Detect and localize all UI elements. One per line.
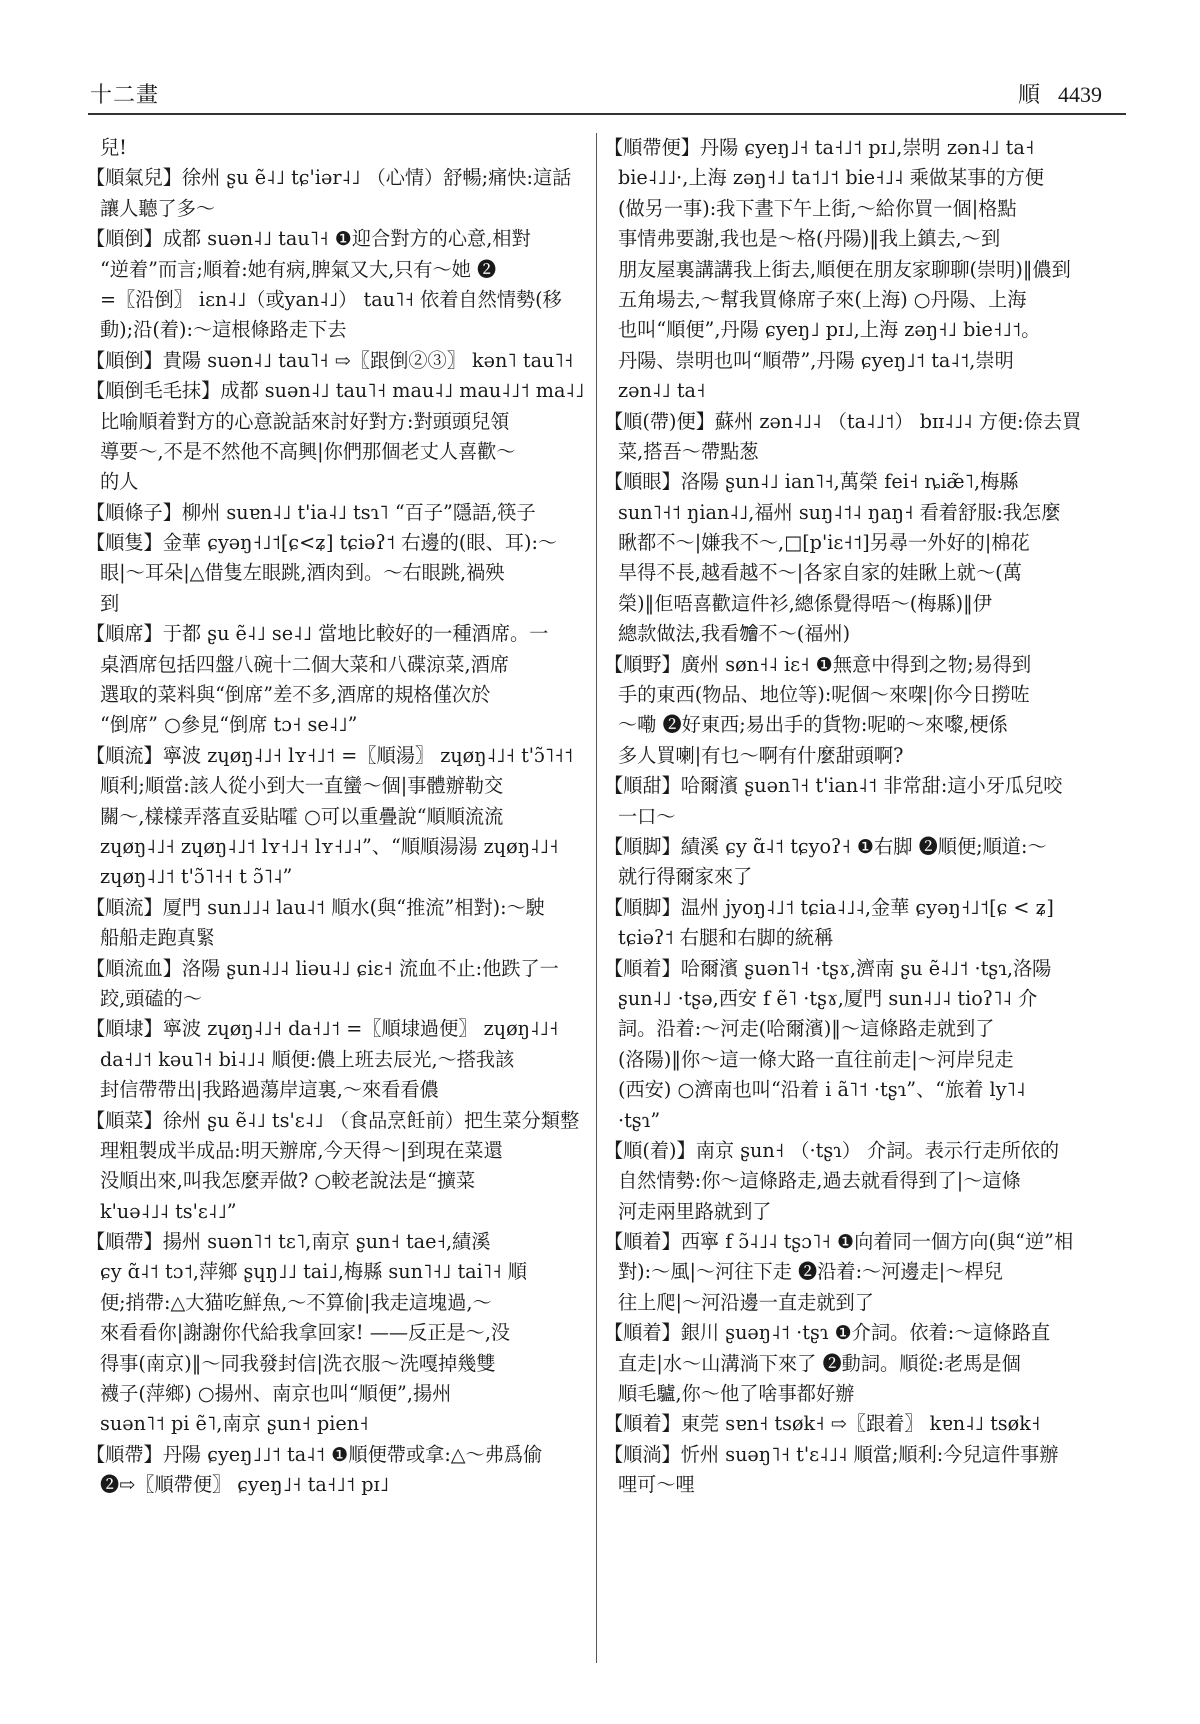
entry-line: zɥøŋ˨˩˧ zɥøŋ˨˩˦ lʏ˧˩˧ lʏ˧˩˨”、“順順湯湯 zɥøŋ˨˩˧ xyxy=(100,834,559,858)
entry-line: 往上爬|～河沿邊一直走就到了 xyxy=(618,1290,874,1314)
dictionary-entry xyxy=(604,1227,1120,1318)
entry-line: da˧˩˦ kəu˥˧ bi˨˩˨ 順便:儂上班去辰光,～搭我該 xyxy=(100,1047,515,1071)
entry-headline: 【順隻】金華 ɕyəŋ˧˩˦[ɕ<ʑ] tɕiəʔ˦ 右邊的(眼、耳):～ xyxy=(86,531,558,555)
entry-line: =〖沿倒〗 iɛn˨˩（或yan˨˩） tau˥˧ 依着自然情勢(移 xyxy=(100,287,562,311)
entry-line: 跤,頭磕的～ xyxy=(100,986,203,1010)
section-label: 十二畫 xyxy=(90,83,160,108)
entry-line: 總款做法,我看𣍐不～(福州) xyxy=(618,622,851,646)
entry-headline: 【順着】哈爾濱 ʂuən˥˧ ·tʂɤ,濟南 ʂu ẽ˨˩˦ ·tʂɿ,洛陽 xyxy=(604,956,1052,980)
entry-line: 襪子(萍鄉) ○揚州、南京也叫“順便”,揚州 xyxy=(100,1382,452,1406)
dictionary-entry xyxy=(604,1409,1120,1439)
entry-line: (洛陽)‖你～這一條大路一直往前走|～河岸兒走 xyxy=(618,1047,1014,1071)
entry-line: 就行得爾家來了 xyxy=(618,865,753,889)
entry-line: tɕiəʔ˦ 右腿和右脚的統稱 xyxy=(618,926,834,950)
entry-headline: 【順帶】丹陽 ɕyeŋ˩˩˦ ta˨˦ ❶順便帶或拿:△～弗爲偷 xyxy=(86,1442,543,1466)
column-divider xyxy=(596,133,597,1663)
dictionary-entry xyxy=(86,163,602,224)
dictionary-entry xyxy=(86,1106,602,1228)
entry-line: 選取的菜料與“倒席”差不多,酒席的規格僅次於 xyxy=(100,683,491,707)
entry-headline: 【順眼】洛陽 ʂun˨˩ ian˥˧,萬榮 fei˧ ȵiæ̃˥,梅縣 xyxy=(604,470,1019,494)
entry-headline: 【順(着)】南京 ʂun˧ （·tʂɿ） 介詞。表示行走所依的 xyxy=(604,1138,1060,1162)
dictionary-entry xyxy=(86,1227,602,1440)
entry-headline: 【順倒毛毛抹】成都 suən˨˩ tau˥˧ mau˨˩ mau˨˩˦ ma˨˩ xyxy=(86,379,585,403)
dictionary-entry xyxy=(86,528,602,619)
entry-headline: 【順野】廣州 søn˧˨ iɛ˧ ❶無意中得到之物;易得到 xyxy=(604,652,1032,676)
entry-headline: 【順着】銀川 ʂuəŋ˨˦ ·tʂɿ ❶介詞。依着:～這條路直 xyxy=(604,1321,1051,1345)
dictionary-entry xyxy=(604,954,1120,1136)
entry-headline: 【順流】厦門 sun˩˩˨ lau˨˦ 順水(與“推流”相對):～駛 xyxy=(86,895,545,919)
entry-line: 讓人聽了多～ xyxy=(100,196,216,220)
entry-headline: 【順流】寧波 zɥøŋ˨˩˧ lʏ˧˩˦ =〖順湯〗 zɥøŋ˨˩˧ t'ɔ̃˥˧˦ xyxy=(86,743,574,767)
entry-line: 榮)‖佢唔喜歡這件衫,總係覺得唔～(梅縣)‖伊 xyxy=(618,591,992,615)
entry-headline: 【順倒】成都 suən˨˩ tau˥˧ ❶迎合對方的心意,相對 xyxy=(86,227,531,251)
dictionary-entry xyxy=(604,893,1120,954)
entry-line: 多人買喇|有乜～啊有什麼甜頭啊? xyxy=(618,743,904,767)
entry-line: ❷⇨〖順帶便〗 ɕyeŋ˩˧ ta˧˩˦ pɪ˩ xyxy=(100,1473,390,1497)
entry-headline: 【順埭】寧波 zɥøŋ˨˩˧ da˧˩˦ =〖順埭過便〗 zɥøŋ˨˩˧ xyxy=(86,1017,559,1041)
entry-line: 桌酒席包括四盤八碗十二個大菜和八碟涼菜,酒席 xyxy=(100,652,510,676)
entry-line: bie˨˩˩·,上海 zəŋ˧˩ ta˦˩˦ bie˧˩˨ 乘做某事的方便 xyxy=(618,166,1044,190)
entry-line: k'uə˨˩˨ ts'ɛ˨˩” xyxy=(100,1199,237,1223)
entry-line: 到 xyxy=(100,591,120,615)
entry-line: 自然情勢:你～這條路走,過去就看得到了|～這條 xyxy=(618,1169,1021,1193)
page-locator xyxy=(1018,78,1102,109)
entry-line: “逆着”而言;順着:她有病,脾氣又大,只有～她 ❷ xyxy=(100,257,497,281)
dictionary-entry xyxy=(86,1440,602,1501)
entry-line: 導要～,不是不然他不高興|你們那個老丈人喜歡～ xyxy=(100,439,516,463)
dictionary-entry xyxy=(86,133,602,163)
entry-line: suən˥˦ pi ẽ˥,南京 ʂun˧ pien˧ xyxy=(100,1412,369,1436)
dictionary-entry xyxy=(604,1318,1120,1409)
dictionary-entry xyxy=(86,893,602,954)
entry-line: 旱得不長,越看越不～|各家自家的娃瞅上就～(萬 xyxy=(618,561,1022,585)
dictionary-entry xyxy=(604,467,1120,649)
entry-line: (做另一事):我下晝下午上街,～給你買一個|格點 xyxy=(618,196,1017,220)
entry-line: “倒席” ○參見“倒席 tɔ˧ se˨˩” xyxy=(100,713,358,737)
entry-line: ɕy ɑ̃˨˦ tɔ˦,萍鄉 ʂɥŋ˩˩ tai˩,梅縣 sun˥˧˩ tai˥˧ 順 xyxy=(100,1260,527,1284)
page-header xyxy=(88,78,1126,114)
entry-headline: 【順氣兒】徐州 ʂu ẽ˨˩ tɕ'iər˨˩ （心情）舒暢;痛快:這話 xyxy=(86,166,572,190)
entry-line: 動);沿(着):～這根條路走下去 xyxy=(100,318,347,342)
entry-line: 封信帶帶出|我路過蕩岸這裏,～來看看儂 xyxy=(100,1078,439,1102)
left-column xyxy=(86,133,602,1501)
entry-line: 直走|水～山溝淌下來了 ❷動詞。順從:老馬是個 xyxy=(618,1351,1021,1375)
dictionary-entry xyxy=(604,1136,1120,1227)
entry-headline: 【順席】于都 ʂu ẽ˨˩ se˨˩ 當地比較好的一種酒席。一 xyxy=(86,622,549,646)
entry-line: 關～,樣樣弄落直妥貼嚯 ○可以重疊說“順順流流 xyxy=(100,804,504,828)
entry-line: 朋友屋裏講講我上街去,順便在朋友家聊聊(崇明)‖儂到 xyxy=(618,257,1071,281)
dictionary-entry xyxy=(86,498,602,528)
entry-line: 眼|～耳朵|△借隻左眼跳,酒肉到。～右眼跳,禍殃 xyxy=(100,561,505,585)
entry-headline: 【順帶便】丹陽 ɕyeŋ˩˧ ta˧˩˦ pɪ˩,崇明 zən˨˩ ta˧ xyxy=(604,136,1035,159)
entry-headline: 【順着】西寧 f ɔ̃˨˩˨ tʂɔ˥˧ ❶向着同一個方向(與“逆”相 xyxy=(604,1230,1074,1254)
entry-headline: 【順甜】哈爾濱 ʂuən˥˧ t'ian˨˦ 非常甜:這小牙瓜兒咬 xyxy=(604,774,1063,798)
entry-line: 來看看你|謝謝你代給我拿回家! ——反正是～,没 xyxy=(100,1321,511,1345)
entry-line: 丹陽、崇明也叫“順帶”,丹陽 ɕyeŋ˩˦ ta˨˦,崇明 xyxy=(618,348,1014,372)
dictionary-entry xyxy=(604,771,1120,832)
entry-line: 五角場去,～幫我買條席子來(上海) ○丹陽、上海 xyxy=(618,287,1027,311)
entry-line: ～嘞 ❷好東西;易出手的貨物:呢啲～來嚟,梗係 xyxy=(618,713,1008,737)
dictionary-entry xyxy=(86,1014,602,1105)
entry-line: 菜,搭吾～帶點葱 xyxy=(618,439,759,463)
entry-line: 没順出來,叫我怎麼弄做? ○較老說法是“擴菜 xyxy=(100,1169,476,1193)
entry-line: 兒! xyxy=(100,136,127,159)
dictionary-entry xyxy=(604,407,1120,468)
dictionary-entry xyxy=(604,832,1120,893)
entry-headline: 【順(帶)便】蘇州 zən˨˩˨ （ta˨˩˦） bɪɪ˨˩˨ 方便:倷去買 xyxy=(604,409,1082,433)
right-column xyxy=(604,133,1120,1501)
dictionary-entry xyxy=(604,650,1120,772)
entry-headline: 【順脚】温州 jyoŋ˨˩˦ tɕia˨˩˨,金華 ɕyəŋ˧˩˦[ɕ < ʑ] xyxy=(604,895,1054,919)
dictionary-entry xyxy=(86,224,602,346)
entry-line: 一口～ xyxy=(618,804,676,828)
entry-line: 哩可～哩 xyxy=(618,1473,695,1497)
entry-line: sun˥˧˦ ŋian˨˩,福州 suŋ˨˦˨ ŋaŋ˧ 看着舒服:我怎麼 xyxy=(618,500,1061,524)
dictionary-entry xyxy=(86,954,602,1015)
dictionary-entry xyxy=(604,133,1120,407)
dictionary-entry xyxy=(604,1440,1120,1501)
entry-line: (西安) ○濟南也叫“沿着 i ã˥˦ ·tʂɿ”、“旅着 ly˥˨ xyxy=(618,1078,1026,1102)
entry-line: 詞。沿着:～河走(哈爾濱)‖～這條路走就到了 xyxy=(618,1017,995,1041)
entry-line: zən˨˩ ta˧ xyxy=(618,379,706,403)
entry-headline: 【順條子】柳州 suɐn˨˩ t'ia˨˩ tsɿ˥ “百子”隱語,筷子 xyxy=(86,500,536,524)
entry-headline: 【順淌】忻州 suəŋ˥˧ t'ɛ˨˩˨ 順當;順利:今兒這件事辦 xyxy=(604,1442,1059,1466)
entry-headline: 【順着】東莞 sɐn˧ tsøk˧ ⇨〖跟着〗 kɐn˨˩ tsøk˧ xyxy=(604,1412,1041,1436)
entry-line: ·tʂɿ” xyxy=(618,1108,661,1132)
headword-character: 順 xyxy=(1017,83,1040,108)
entry-line: 便;捎帶:△大猫吃鮮魚,～不算偷|我走這塊過,～ xyxy=(100,1290,492,1314)
entry-line: ʂun˨˩ ·tʂə,西安 f ẽ˥ ·tʂɤ,厦門 sun˨˩˨ tioʔ˥˨ 介 xyxy=(618,986,1038,1010)
dictionary-entry xyxy=(86,741,602,893)
entry-headline: 【順倒】貴陽 suən˨˩ tau˥˧ ⇨〖跟倒②③〗 kən˥ tau˥˧ xyxy=(86,348,574,372)
entry-headline: 【順脚】績溪 ɕy ɑ̃˨˦ tɕyoʔ˧ ❶右脚 ❷順便;順道:～ xyxy=(604,834,1047,858)
entry-line: 順利;順當:該人從小到大一直蠻～個|事體辦勒交 xyxy=(100,774,504,798)
entry-line: 得事(南京)‖～同我發封信|洗衣服～洗嘎掉幾雙 xyxy=(100,1351,496,1375)
dictionary-entry xyxy=(86,346,602,376)
entry-line: 順毛驢,你～他了啥事都好辦 xyxy=(618,1382,855,1406)
header-rule xyxy=(88,113,1126,115)
entry-line: 事情弗要謝,我也是～格(丹陽)‖我上鎮去,～到 xyxy=(618,227,1001,251)
entry-line: 船船走跑真緊 xyxy=(100,926,216,950)
entry-line: 瞅都不～|嫌我不～,□[p'iɛ˧˦]另尋一外好的|棉花 xyxy=(618,531,1030,555)
entry-headline: 【順帶】揚州 suən˥˦ tɛ˥,南京 ʂun˧ tae˧,績溪 xyxy=(86,1230,491,1254)
entry-line: 河走兩里路就到了 xyxy=(618,1199,772,1223)
entry-line: 手的東西(物品、地位等):呢個～來㗎|你今日撈咗 xyxy=(618,683,1030,707)
dictionary-entry xyxy=(86,376,602,498)
entry-headline: 【順菜】徐州 ʂu ẽ˨˩ ts'ɛ˨˩ （食品烹飪前）把生菜分類整 xyxy=(86,1108,580,1132)
entry-line: 的人 xyxy=(100,470,139,494)
entry-headline: 【順流血】洛陽 ʂun˨˩˨ liəu˨˩ ɕiɛ˧ 流血不止:他跌了一 xyxy=(86,956,559,980)
entry-line: 也叫“順便”,丹陽 ɕyeŋ˩ pɪ˩,上海 zəŋ˧˩ bie˧˩˦。 xyxy=(618,318,1041,342)
entry-line: 理粗製成半成品:明天辦席,今天得～|到現在菜還 xyxy=(100,1138,503,1162)
page-number: 4439 xyxy=(1058,82,1102,107)
entry-line: 對):～風|～河往下走 ❷沿着:～河邊走|～桿兒 xyxy=(618,1260,1003,1284)
entry-line: 比喻順着對方的心意說話來討好對方:對頭頭兒領 xyxy=(100,409,510,433)
dictionary-entry xyxy=(86,619,602,741)
entry-line: zɥøŋ˨˩˦ t'ɔ̃˥˧˧ t ɔ̃˥˨” xyxy=(100,865,293,889)
